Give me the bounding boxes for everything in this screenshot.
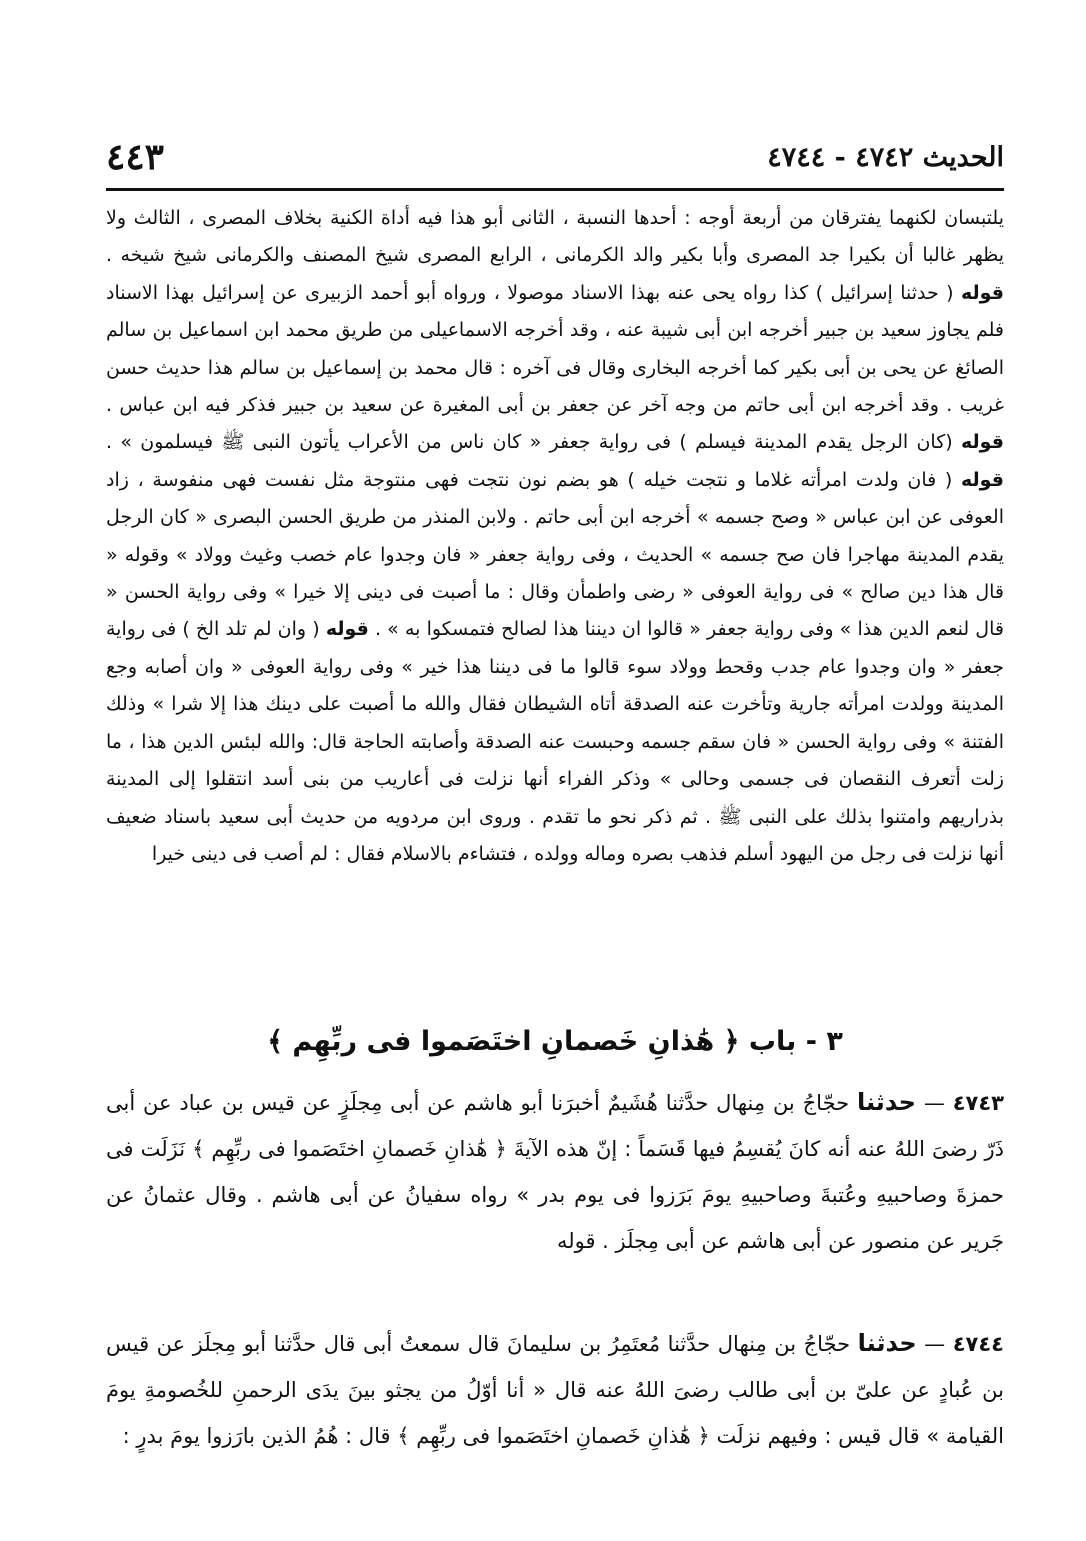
commentary-text (106, 200, 1004, 873)
page-header (106, 138, 1004, 188)
keyword-qawluhu: قوله (960, 281, 1004, 304)
hadith-number: ٤٧٤٣ (952, 1091, 1004, 1115)
hadith-lead-word: حدثنا (857, 1088, 916, 1116)
chapter-heading: ٣ - باب ﴿ هَٰذانِ خَصمانِ اختَصَموا فى ربِّهِم ﴾ (267, 1026, 843, 1057)
keyword-qawluhu: قوله (960, 431, 1004, 454)
hadith-4744: ٤٧٤٤ — حدثنا حجّاجُ بن مِنهال حدَّثنا مُعتَمِرُ بن سليمانَ قال سمعتُ أبى قال حدَّثنا أبو مِجلَز عن قيس بن عُبادٍ عن علىّ بن أبى طالب رضىَ اللهُ عنه قال « أنا أوّلُ من يجثو بينَ يدَى الرحمنِ للخُصومةِ يومَ القيامة » قال قيس : وفيهم نزلَت ﴿ هَٰذانِ خَصمانِ اختَصَموا فى ربِّهِم ﴾ قال : هُمُ الذين بارَزوا يومَ بدرٍ : (106, 1329, 1004, 1448)
commentary-segment: ( فان ولدت امرأته غلاما و نتجت خيله ) هو بضم نون نتجت فهى منتوجة مثل نفست فهى منفوسة ، زاد العوفى عن ابن عباس « وصح جسمه » أخرجه ابن أبى حاتم . ولابن المنذر من طريق الحسن البصرى « كان الرجل يقدم المدينة مهاجرا فان صح جسمه » الحديث ، وفى رواية جعفر « فان وجدوا عام خصب وغيث وولاد » وقوله « قال هذا دين صالح » فى رواية العوفى « رضى واطمأن وقال : ما أصبت فى دينى إلا خيرا » وفى رواية الحسن « قال لنعم الدين هذا » وفى رواية جعفر « قالوا ان ديننا هذا لصالح فتمسكوا به » . (106, 468, 1004, 641)
keyword-qawluhu: قوله (960, 468, 1004, 491)
commentary-segment: ( وان لم تلد الخ ) فى رواية جعفر « وان وجدوا عام جدب وقحط وولاد سوء قالوا ما فى ديننا هذا خير » وفى رواية العوفى « وان أصابه وجع المدينة وولدت امرأته جارية وتأخرت عنه الصدقة أتاه الشيطان فقال والله ما أصبت على دينك هذا إلا شرا » وذلك الفتنة » وفى رواية الحسن « فان سقم جسمه وحبست عنه الصدقة وأصابته الحاجة قال: والله لبئس الدين هذا ، ما زلت أتعرف النقصان فى جسمى وحالى » وذكر الفراء أنها نزلت فى أعاريب من بنى أسد انتقلوا إلى المدينة بذراريهم وامتنوا بذلك على النبى ﷺ . ثم ذكر نحو ما تقدم . وروى ابن مردويه من حديث أبى سعيد باسناد ضعيف أنها نزلت فى رجل من اليهود أسلم فذهب بصره وماله وولده ، فتشاءم بالاسلام فقال : لم أصب فى دينى خيرا (106, 618, 1004, 865)
hadith-number: ٤٧٤٤ (952, 1332, 1004, 1356)
running-title: الحديث ٤٧٤٢ - ٤٧٤٤ (767, 142, 1004, 173)
hadith-lead-word: حدثنا (857, 1329, 917, 1357)
commentary-segment: (كان الرجل يقدم المدينة فيسلم ) فى رواية جعفر « كان ناس من الأعراب يأتون النبى ﷺ فيسلمون » . (106, 431, 953, 454)
hadith-text: حجّاجُ بن مِنهال حدَّثنا مُعتَمِرُ بن سليمانَ قال سمعتُ أبى قال حدَّثنا أبو مِجلَز عن قيس بن عُبادٍ عن علىّ بن أبى طالب رضىَ اللهُ عنه قال « أنا أوّلُ من يجثو بينَ يدَى الرحمنِ للخُصومةِ يومَ القيامة » قال قيس : وفيهم نزلَت ﴿ هَٰذانِ خَصمانِ اختَصَموا فى ربِّهِم ﴾ قال : هُمُ الذين بارَزوا يومَ بدرٍ : (106, 1332, 1004, 1448)
header-rule (106, 188, 1004, 191)
hadith-4743: ٤٧٤٣ — حدثنا حجّاجُ بن مِنهال حدَّثنا هُشَيمٌ أخبرَنا أبو هاشم عن أبى مِجلَزٍ عن قيس بن عباد عن أبى ذَرّ رضىَ اللهُ عنه أنه كانَ يُقسِمُ فيها قَسَماً : إنّ هذه الآيةَ ﴿ هَٰذانِ خَصمانِ اختَصَموا فى ربِّهِم ﴾ نَزَلَت فى حمزةَ وصاحبيهِ وعُتبةَ وصاحبيهِ يومَ بَرَزوا فى يوم بدر » رواه سفيانُ عن أبى هاشم . وقال عثمانُ عن جَرير عن منصور عن أبى هاشم عن أبى مِجلَز . قوله (106, 1088, 1004, 1253)
hadith-text: حجّاجُ بن مِنهال حدَّثنا هُشَيمٌ أخبرَنا أبو هاشم عن أبى مِجلَزٍ عن قيس بن عباد عن أبى ذَرّ رضىَ اللهُ عنه أنه كانَ يُقسِمُ فيها قَسَماً : إنّ هذه الآيةَ ﴿ هَٰذانِ خَصمانِ اختَصَموا فى ربِّهِم ﴾ نَزَلَت فى حمزةَ وصاحبيهِ وعُتبةَ وصاحبيهِ يومَ بَرَزوا فى يوم بدر » رواه سفيانُ عن أبى هاشم . وقال عثمانُ عن جَرير عن منصور عن أبى هاشم عن أبى مِجلَز . قوله (106, 1091, 1004, 1253)
page-number: ٤٤٣ (106, 136, 165, 178)
commentary-segment: ( حدثنا إسرائيل ) كذا رواه يحى عنه بهذا الاسناد موصولا ، ورواه أبو أحمد الزبيرى عن إسرائيل بهذا الاسناد فلم يجاوز سعيد بن جبير أخرجه ابن أبى شيبة عنه ، وقد أخرجه الاسماعيلى من طريق محمد ابن اسماعيل بن سالم الصائغ عن يحى بن أبى بكير كما أخرجه البخارى وقال فى آخره : قال محمد بن إسماعيل بن سالم هذا حديث حسن غريب . وقد أخرجه ابن أبى حاتم من وجه آخر عن جعفر بن أبى المغيرة عن سعيد بن جبير فذكر فيه ابن عباس . (106, 281, 1004, 417)
commentary-segment: يلتبسان لكنهما يفترقان من أربعة أوجه : أحدها النسبة ، الثانى أبو هذا فيه أداة الكنية بخلاف المصرى ، الثالث ولا يظهر غالبا أن بكيرا جد المصرى وأبا بكير والد الكرمانى ، الرابع المصرى شيخ المصنف والكرمانى شيخ شيخه . (106, 207, 1004, 267)
keyword-qawluhu: قوله (325, 618, 369, 641)
